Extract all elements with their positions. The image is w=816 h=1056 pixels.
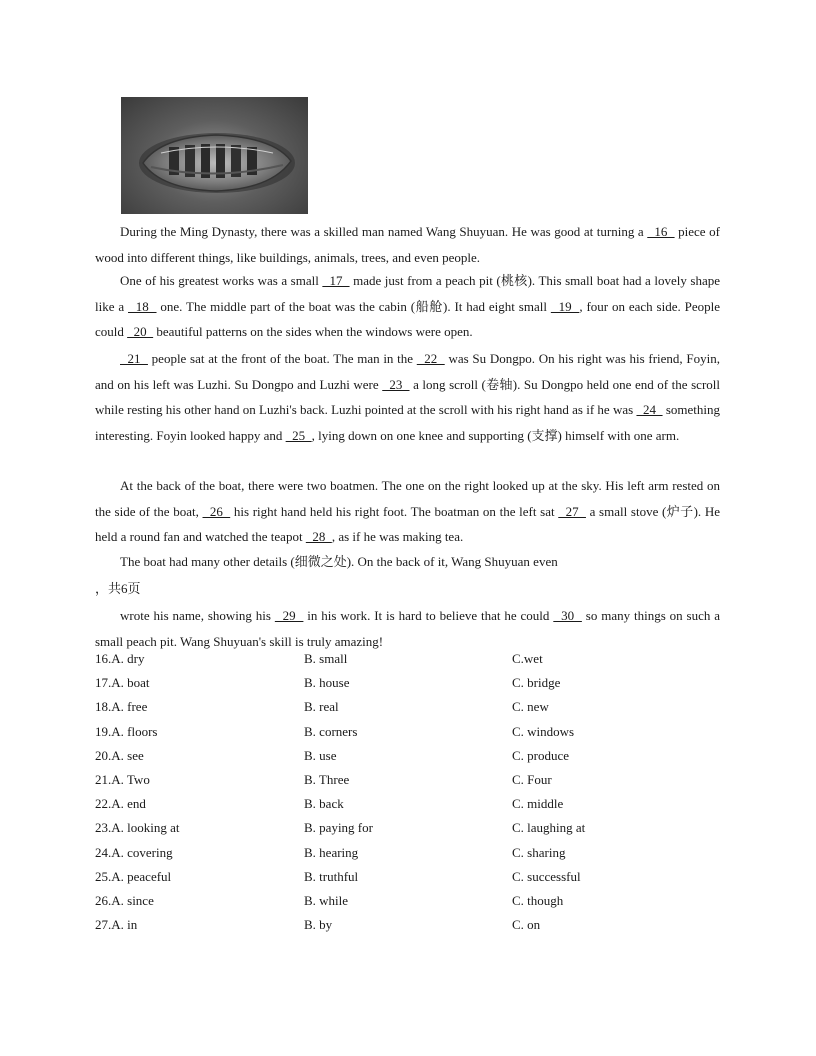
paragraph-text: At the back of the boat, there were two boatmen. The one on the right looked up at the sky. His left arm rested on the side of the boat,: [95, 478, 720, 519]
option-a: 25.A. peaceful: [95, 868, 172, 884]
paragraph-text: beautiful patterns on the sides when the windows were open.: [153, 324, 473, 339]
option-row: [95, 772, 720, 796]
option-a: 18.A. free: [95, 699, 148, 715]
paragraph-text: , four on each side. People could: [95, 298, 720, 339]
option-b: B. while: [304, 893, 349, 908]
blank-17: 17: [322, 273, 350, 288]
paragraph-2: [95, 268, 720, 345]
option-c: C. sharing: [512, 844, 566, 860]
blank-20: 20: [127, 324, 154, 339]
option-b: B. truthful: [304, 868, 359, 884]
option-b: B. by: [304, 917, 333, 933]
blank-29: 29: [274, 608, 304, 623]
option-a: 17.A. boat: [95, 675, 150, 691]
paragraph-text: was Su Dongpo. On his right was his friend, Foyin, and on his left was Luzhi. Su Dongpo and Luzhi were: [95, 351, 721, 392]
option-a: 24.A. covering: [95, 844, 173, 860]
option-b: B. back: [304, 796, 344, 812]
option-row: [95, 748, 720, 772]
blank-23: 23: [382, 376, 410, 392]
blank-30: 30: [553, 608, 582, 623]
blank-26: 26: [202, 503, 231, 519]
option-b: B. real: [304, 699, 339, 715]
option-c: C. windows: [512, 723, 575, 739]
option-b: B. paying for: [304, 820, 373, 836]
paragraph-text: in his work. It is hard to believe that he could: [303, 608, 554, 623]
paragraph-text: , as if he was making tea.: [331, 529, 464, 544]
blank-16: 16: [647, 224, 675, 239]
paragraph-text: The boat had many other details (细微之处). On the back of it, Wang Shuyuan even: [120, 554, 558, 569]
option-a: 26.A. since: [95, 893, 154, 908]
option-a: 27.A. in: [95, 917, 138, 933]
option-row: [95, 675, 720, 699]
option-row: [95, 651, 720, 675]
option-b: B. small: [304, 651, 348, 666]
paragraph-text: piece of wood into different things, like buildings, animals, trees, and even people.: [95, 224, 720, 265]
option-row: [95, 724, 720, 748]
option-c: C. bridge: [512, 675, 561, 691]
option-c: C. new: [512, 699, 549, 715]
paragraph-6: [95, 603, 720, 654]
option-c: C. though: [512, 893, 564, 908]
blank-24: 24: [636, 402, 663, 417]
option-c: C. Four: [512, 772, 552, 787]
carved-boat-icon: [121, 97, 308, 214]
blank-27: 27: [558, 503, 586, 519]
paragraph-text: , lying down on one knee and supporting (支撑) himself with one arm.: [311, 427, 680, 443]
paragraph-5: [95, 549, 720, 575]
paragraph-text: something interesting. Foyin looked happy and: [95, 402, 720, 443]
paragraph-3: [95, 346, 720, 448]
paragraph-text: his right hand held his right foot. The boatman on the left sat: [230, 503, 559, 519]
option-c: C. middle: [512, 796, 564, 812]
option-b: B. corners: [304, 723, 358, 739]
option-a: 23.A. looking at: [95, 820, 180, 836]
paragraph-text: people sat at the front of the boat. The man in the: [147, 351, 417, 366]
blank-22: 22: [416, 351, 445, 366]
paragraph-text: One of his greatest works was a small: [120, 273, 323, 288]
option-c: C. laughing at: [512, 820, 586, 836]
option-c: C. produce: [512, 747, 570, 763]
option-b: B. Three: [304, 772, 350, 787]
option-row: [95, 699, 720, 723]
option-b: B. use: [304, 747, 337, 763]
blank-19: 19: [550, 298, 580, 314]
option-b: B. house: [304, 675, 350, 691]
option-row: [95, 869, 720, 893]
option-row: [95, 893, 720, 917]
paragraph-text: During the Ming Dynasty, there was a skilled man named Wang Shuyuan. He was good at turning a: [120, 224, 648, 239]
paragraph-text: a small stove (炉子). He held a round fan and watched the teapot: [95, 503, 721, 544]
paragraph-1: [95, 219, 720, 270]
option-c: C. on: [512, 917, 541, 933]
blank-25: 25: [285, 427, 312, 443]
option-a: 21.A. Two: [95, 772, 150, 787]
paragraph-text: one. The middle part of the boat was the cabin (船舱). It had eight small: [156, 298, 551, 314]
option-row: [95, 796, 720, 820]
option-c: C. successful: [512, 868, 581, 884]
paragraph-4: [95, 473, 720, 550]
option-b: B. hearing: [304, 844, 359, 860]
blank-28: 28: [305, 529, 332, 544]
option-row: [95, 820, 720, 844]
option-c: C.wet: [512, 651, 543, 666]
option-row: [95, 845, 720, 869]
option-row: [95, 917, 720, 941]
blank-21: 21: [120, 351, 148, 366]
paragraph-text: so many things on such a small peach pit. Wang Shuyuan's skill is truly amazing!: [95, 608, 721, 649]
paragraph-text: a long scroll (卷轴). Su Dongpo held one end of the scroll while resting his other hand on Luzhi's back. Luzhi pointed at the scroll with his right hand as if he was: [95, 376, 721, 417]
paragraph-text: made just from a peach pit (桃核). This small boat had a lovely shape like a: [95, 273, 721, 314]
paragraph-text: wrote his name, showing his: [120, 608, 275, 623]
option-a: 16.A. dry: [95, 651, 145, 666]
page-count-note: ，共6页: [95, 581, 141, 596]
option-a: 22.A. end: [95, 796, 146, 812]
peach-pit-boat-photo: [121, 97, 308, 214]
option-a: 19.A. floors: [95, 723, 158, 739]
blank-18: 18: [128, 298, 157, 314]
option-a: 20.A. see: [95, 747, 144, 763]
